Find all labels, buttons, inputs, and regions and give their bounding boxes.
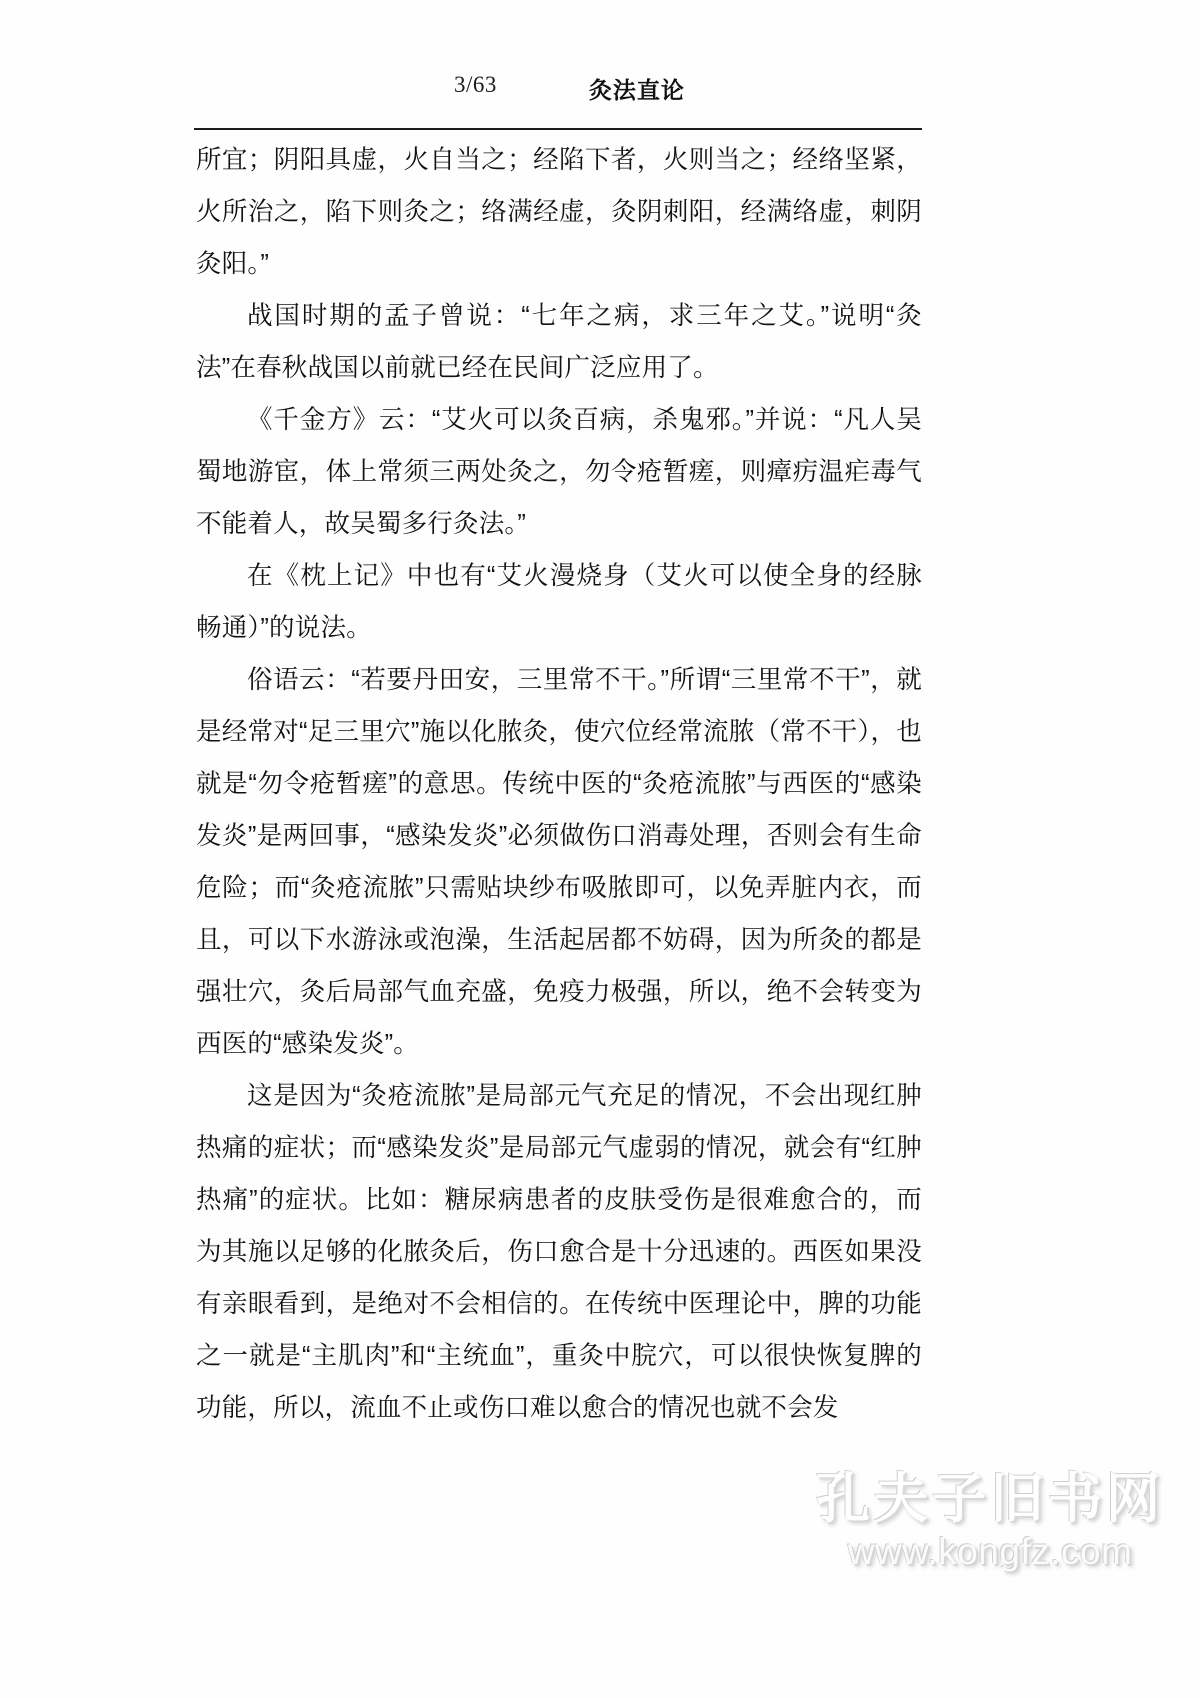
paragraph-reason: 这是因为“灸疮流脓”是局部元气充足的情况，不会出现红肿热痛的症状；而“感染发炎”是局部元气虚弱的情况，就会有“红肿热痛”的症状。比如：糖尿病患者的皮肤受伤是很难愈合的，而为其施以足够的化脓灸后，伤口愈合是十分迅速的。西医如果没有亲眼看到，是绝对不会相信的。在传统中医理论中，脾的功能之一就是“主肌肉”和“主统血”，重灸中脘穴，可以很快恢复脾的功能，所以，流血不止或伤口难以愈合的情况也就不会发	[196, 1082, 922, 1422]
watermark-brand: 孔夫子旧书网	[816, 1469, 1164, 1529]
paragraph-qianjinfang: 《千金方》云：“艾火可以灸百病，杀鬼邪。”并说：“凡人吴蜀地游宦，体上常须三两处灸之，勿令疮暂瘥，则瘴疠温疟毒气不能着人，故吴蜀多行灸法。”	[196, 406, 922, 538]
paragraph-proverb: 俗语云：“若要丹田安，三里常不干。”所谓“三里常不干”，就是经常对“足三里穴”施以化脓灸，使穴位经常流脓（常不干），也就是“勿令疮暂瘥”的意思。传统中医的“灸疮流脓”与西医的“感染发炎”是两回事，“感染发炎”必须做伤口消毒处理，否则会有生命危险；而“灸疮流脓”只需贴块纱布吸脓即可，以免弄脏内衣，而且，可以下水游泳或泡澡，生活起居都不妨碍，因为所灸的都是强壮穴，灸后局部气血充盛，免疫力极强，所以，绝不会转变为西医的“感染发炎”。	[196, 666, 922, 1058]
watermark-url: www.kongfz.com	[847, 1531, 1133, 1573]
running-head	[194, 72, 918, 112]
paragraph-quote-continuation: 所宜；阴阳具虚，火自当之；经陷下者，火则当之；经络坚紧，火所治之，陷下则灸之；络满经虚，灸阴刺阳，经满络虚，刺阴灸阳。”	[196, 146, 922, 278]
page-folio: 3/63	[454, 72, 497, 97]
running-title: 灸法直论	[588, 77, 685, 103]
body-text-column	[196, 134, 922, 1434]
paragraph-zhenshangji: 在《枕上记》中也有“艾火漫烧身（艾火可以使全身的经脉畅通）”的说法。	[196, 562, 922, 642]
header-rule	[194, 128, 922, 130]
paragraph-mengzi: 战国时期的孟子曾说：“七年之病，求三年之艾。”说明“灸法”在春秋战国以前就已经在民间广泛应用了。	[196, 302, 922, 382]
site-watermark	[800, 1468, 1180, 1648]
